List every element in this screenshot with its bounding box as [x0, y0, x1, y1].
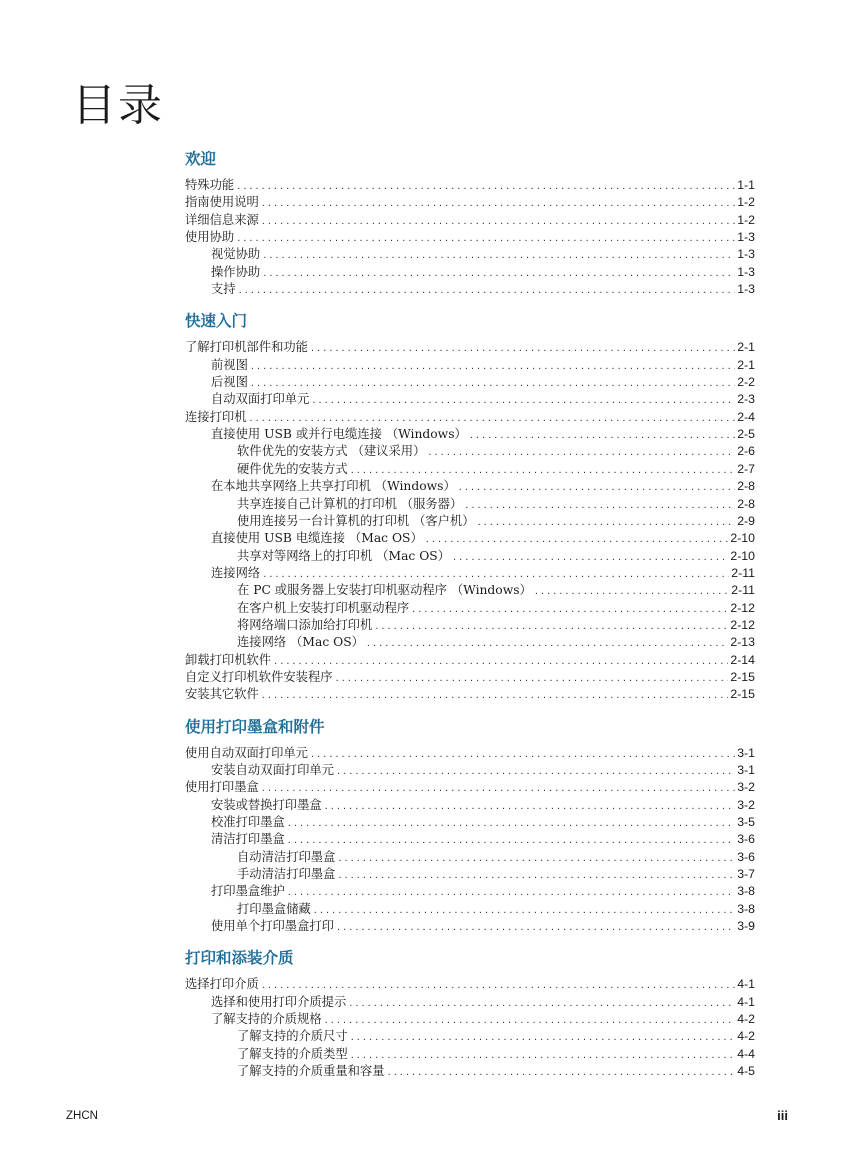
dot-leader	[262, 780, 735, 797]
dot-leader	[453, 549, 728, 566]
toc-entry[interactable]	[185, 530, 755, 547]
toc-entry-page-number: 1-2	[737, 195, 755, 210]
toc-entry-title: 了解支持的介质规格	[211, 1012, 322, 1027]
toc-entry-page-number: 2-4	[737, 409, 755, 424]
toc-entry-title: 了解支持的介质类型	[237, 1046, 348, 1061]
toc-entry-page-number: 4-2	[737, 1012, 755, 1027]
toc-entry-title: 安装自动双面打印单元	[211, 762, 334, 777]
footer-language-code: ZHCN	[66, 1110, 98, 1122]
dot-leader	[274, 653, 728, 670]
toc-entry-page-number: 1-3	[737, 282, 755, 297]
toc-entry[interactable]	[185, 565, 755, 582]
toc-entry[interactable]	[185, 409, 755, 426]
toc-entry[interactable]	[185, 617, 755, 634]
dot-leader	[262, 195, 735, 212]
toc-entry[interactable]	[185, 194, 755, 211]
dot-leader	[237, 178, 735, 195]
footer-page-number: iii	[777, 1108, 788, 1123]
toc-entry[interactable]	[185, 814, 755, 831]
dot-leader	[428, 444, 735, 461]
toc-entry-page-number: 2-1	[737, 340, 755, 355]
toc-entry[interactable]	[185, 866, 755, 883]
toc-entry[interactable]	[185, 669, 755, 686]
toc-entry[interactable]	[185, 797, 755, 814]
toc-entry-page-number: 2-10	[730, 548, 755, 563]
toc-entry[interactable]	[185, 901, 755, 918]
toc-entry-page-number: 4-1	[737, 977, 755, 992]
toc-entry-title: 选择和使用打印介质提示	[211, 994, 347, 1009]
dot-leader	[338, 850, 735, 867]
toc-entry-title: 硬件优先的安装方式	[237, 461, 348, 476]
toc-entry-title: 了解支持的介质重量和容量	[237, 1064, 385, 1079]
toc-entry[interactable]	[185, 1028, 755, 1045]
dot-leader	[336, 670, 729, 687]
dot-leader	[311, 340, 735, 357]
toc-entry[interactable]	[185, 443, 755, 460]
toc-entry[interactable]	[185, 1011, 755, 1028]
toc-entry-page-number: 2-11	[731, 583, 755, 598]
toc-entry-title: 了解打印机部件和功能	[185, 340, 308, 355]
dot-leader	[288, 884, 735, 901]
chapter-heading[interactable]: 欢迎	[185, 150, 217, 168]
toc-entry-title: 视觉协助	[211, 247, 261, 262]
toc-entry-page-number: 3-6	[737, 849, 755, 864]
toc-entry-page-number: 3-2	[737, 797, 755, 812]
dot-leader	[237, 230, 735, 247]
chapter-heading[interactable]: 使用打印墨盒和附件	[185, 717, 325, 736]
toc-entry-title: 直接使用 USB 电缆连接 （Mac OS）	[211, 531, 423, 546]
toc-entry-page-number: 2-11	[731, 565, 755, 580]
toc-entry-title: 前视图	[211, 357, 248, 372]
toc-entry-page-number: 2-6	[737, 444, 755, 459]
toc-entry-title: 校准打印墨盒	[211, 815, 285, 829]
toc-entry-page-number: 2-12	[730, 600, 755, 615]
toc-entry-title: 连接网络 （Mac OS）	[237, 635, 364, 650]
toc-entry[interactable]	[185, 918, 755, 935]
toc-entry-page-number: 2-13	[730, 635, 755, 650]
toc-entry-page-number: 4-1	[737, 994, 755, 1009]
toc-entry-title: 软件优先的安装方式 （建议采用）	[237, 444, 426, 459]
dot-leader	[325, 1012, 736, 1029]
toc-entry[interactable]	[185, 229, 755, 246]
toc-entry-page-number: 1-3	[737, 264, 755, 279]
dot-leader	[470, 427, 735, 444]
toc-entry-page-number: 1-1	[737, 178, 755, 192]
dot-leader	[337, 919, 735, 936]
dot-leader	[388, 1064, 736, 1081]
toc-entry-title: 共享连接自己计算机的打印机 （服务器）	[237, 496, 463, 511]
toc-entry[interactable]	[185, 849, 755, 866]
toc-entry-page-number: 3-1	[737, 745, 755, 760]
toc-entry-title: 在客户机上安装打印机驱动程序	[237, 600, 410, 615]
dot-leader	[311, 746, 735, 763]
toc-entry-page-number: 3-5	[737, 815, 755, 829]
toc-entry-page-number: 2-14	[730, 652, 755, 667]
toc-entry-page-number: 2-9	[737, 513, 755, 528]
toc-entry[interactable]	[185, 357, 755, 374]
toc-entry-title: 后视图	[211, 375, 248, 390]
toc-entry[interactable]	[185, 582, 755, 599]
toc-entry-page-number: 2-3	[737, 392, 755, 407]
toc-entry-page-number: 4-4	[737, 1046, 755, 1061]
toc-entry-title: 连接打印机	[185, 409, 247, 424]
toc-entry[interactable]	[185, 212, 755, 229]
toc-entry-page-number: 2-12	[730, 617, 755, 632]
toc-entry-title: 特殊功能	[185, 178, 235, 192]
dot-leader	[351, 1047, 736, 1064]
toc-entry-title: 将网络端口添加给打印机	[237, 617, 373, 632]
dot-leader	[250, 410, 736, 427]
toc-entry-page-number: 2-15	[730, 669, 755, 684]
dot-leader	[459, 479, 735, 496]
table-of-contents	[185, 148, 755, 1092]
toc-entry[interactable]	[185, 339, 755, 356]
dot-leader	[351, 1029, 736, 1046]
toc-entry-title: 自动双面打印单元	[211, 392, 310, 407]
dot-leader	[325, 798, 736, 815]
toc-entry-title: 使用单个打印墨盒打印	[211, 919, 334, 934]
toc-entry[interactable]	[185, 374, 755, 391]
toc-entry-page-number: 2-15	[730, 687, 755, 702]
toc-entry-title: 使用连接另一台计算机的打印机 （客户机）	[237, 513, 475, 528]
toc-entry-page-number: 2-10	[730, 531, 755, 546]
dot-leader	[412, 601, 728, 618]
dot-leader	[314, 902, 735, 919]
toc-entry-title: 清洁打印墨盒	[211, 832, 285, 847]
toc-entry[interactable]	[185, 391, 755, 408]
dot-leader	[337, 763, 735, 780]
dot-leader	[262, 687, 729, 704]
toc-entry[interactable]	[185, 831, 755, 848]
toc-entry-page-number: 1-3	[737, 247, 755, 262]
toc-entry[interactable]	[185, 745, 755, 762]
dot-leader	[426, 531, 729, 548]
toc-entry-title: 指南使用说明	[185, 195, 259, 210]
toc-entry-page-number: 3-7	[737, 867, 755, 882]
toc-entry[interactable]	[185, 1046, 755, 1063]
dot-leader	[288, 815, 735, 832]
toc-entry-title: 在 PC 或服务器上安装打印机驱动程序 （Windows）	[237, 583, 532, 598]
toc-entry-title: 自定义打印机软件安装程序	[185, 669, 333, 684]
toc-chapter	[185, 947, 755, 1080]
chapter-heading[interactable]: 打印和添装介质	[185, 949, 294, 968]
toc-entry-page-number: 3-2	[737, 780, 755, 795]
toc-entry-title: 手动清洁打印墨盒	[237, 867, 336, 882]
toc-entry[interactable]	[185, 281, 755, 298]
toc-entry-page-number: 2-1	[737, 357, 755, 372]
toc-entry[interactable]	[185, 246, 755, 263]
toc-entry-title: 连接网络	[211, 565, 261, 580]
dot-leader	[251, 358, 735, 375]
toc-entry[interactable]	[185, 976, 755, 993]
dot-leader	[239, 282, 736, 299]
toc-entry-page-number: 3-9	[737, 919, 755, 934]
toc-entry[interactable]	[185, 496, 755, 513]
dot-leader	[338, 867, 735, 884]
dot-leader	[349, 995, 735, 1012]
toc-entry-title: 卸载打印机软件	[185, 652, 272, 667]
dot-leader	[375, 618, 728, 635]
dot-leader	[263, 247, 735, 264]
toc-entry[interactable]	[185, 762, 755, 779]
toc-entry[interactable]	[185, 634, 755, 651]
dot-leader	[288, 832, 735, 849]
toc-entry-title: 使用协助	[185, 230, 235, 245]
toc-entry-page-number: 2-8	[737, 496, 755, 511]
toc-entry[interactable]	[185, 478, 755, 495]
chapter-heading[interactable]: 快速入门	[185, 312, 248, 331]
toc-entry-title: 了解支持的介质尺寸	[237, 1029, 348, 1044]
toc-entry[interactable]	[185, 686, 755, 703]
toc-entry[interactable]	[185, 177, 755, 194]
toc-entry[interactable]	[185, 1063, 755, 1080]
toc-entry-page-number: 3-8	[737, 901, 755, 916]
toc-entry-title: 共享对等网络上的打印机 （Mac OS）	[237, 548, 450, 563]
dot-leader	[465, 497, 735, 514]
toc-entry-page-number: 2-2	[737, 375, 755, 390]
dot-leader	[367, 635, 728, 652]
toc-entry[interactable]	[185, 652, 755, 669]
dot-leader	[535, 583, 729, 600]
toc-entry-page-number: 3-6	[737, 832, 755, 847]
dot-leader	[263, 566, 729, 583]
toc-entry-page-number: 3-8	[737, 884, 755, 899]
toc-entry-title: 选择打印介质	[185, 977, 259, 992]
toc-entry[interactable]	[185, 600, 755, 617]
dot-leader	[351, 462, 736, 479]
dot-leader	[478, 514, 736, 531]
toc-chapter	[185, 310, 755, 703]
toc-entry-title: 支持	[211, 282, 236, 297]
toc-entry[interactable]	[185, 548, 755, 565]
toc-entry-title: 打印墨盒储藏	[237, 901, 311, 916]
dot-leader	[251, 375, 735, 392]
toc-entry-title: 安装其它软件	[185, 687, 259, 702]
toc-entry-page-number: 1-2	[737, 212, 755, 227]
toc-entry-page-number: 4-2	[737, 1029, 755, 1044]
page-title: 目录	[72, 80, 164, 132]
toc-entry[interactable]	[185, 426, 755, 443]
toc-entry[interactable]	[185, 513, 755, 530]
toc-entry-page-number: 2-5	[737, 427, 755, 442]
toc-entry[interactable]	[185, 883, 755, 900]
toc-entry-title: 操作协助	[211, 264, 261, 279]
toc-entry-page-number: 2-7	[737, 461, 755, 476]
toc-entry-title: 自动清洁打印墨盒	[237, 849, 336, 864]
toc-entry[interactable]	[185, 461, 755, 478]
dot-leader	[262, 977, 735, 994]
dot-leader	[263, 265, 735, 282]
toc-entry[interactable]	[185, 779, 755, 796]
dot-leader	[262, 213, 735, 230]
toc-entry-title: 使用打印墨盒	[185, 780, 259, 795]
toc-entry-title: 安装或替换打印墨盒	[211, 797, 322, 812]
dot-leader	[312, 392, 735, 409]
toc-entry-page-number: 1-3	[737, 230, 755, 245]
toc-entry-title: 详细信息来源	[185, 212, 259, 227]
toc-entry-title: 使用自动双面打印单元	[185, 745, 308, 760]
toc-entry-page-number: 3-1	[737, 762, 755, 777]
toc-entry[interactable]	[185, 994, 755, 1011]
toc-entry-title: 在本地共享网络上共享打印机 （Windows）	[211, 479, 456, 494]
toc-chapter	[185, 716, 755, 936]
toc-chapter	[185, 148, 755, 298]
toc-entry-page-number: 2-8	[737, 479, 755, 494]
toc-entry-title: 直接使用 USB 或并行电缆连接 （Windows）	[211, 427, 467, 442]
toc-entry-title: 打印墨盒维护	[211, 884, 285, 899]
toc-entry-page-number: 4-5	[737, 1064, 755, 1079]
toc-entry[interactable]	[185, 264, 755, 281]
